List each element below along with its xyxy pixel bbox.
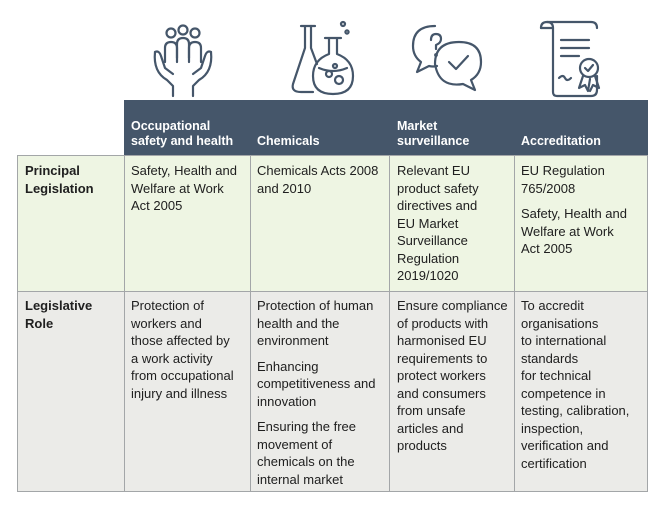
column-header-occupational: Occupational safety and health bbox=[131, 119, 234, 148]
divider bbox=[17, 291, 648, 292]
cell-role-occupational: Protection of workers and those affected by a work activity from occupational injury and illness bbox=[131, 298, 234, 401]
divider bbox=[250, 155, 251, 492]
row-header-principal-legislation: Principal Legislation bbox=[25, 163, 94, 196]
row-header-legislative-role: Legislative Role bbox=[25, 298, 93, 331]
cell-principal-market-surveillance: Relevant EU product safety directives and EU Market Surveillance Regulation 2019/1020 bbox=[397, 163, 479, 283]
column-header-chemicals: Chemicals bbox=[257, 134, 320, 148]
speech-bubbles-icon bbox=[407, 18, 487, 98]
divider bbox=[17, 155, 648, 156]
cell-principal-occupational: Safety, Health and Welfare at Work Act 2005 bbox=[131, 163, 237, 213]
column-header-accreditation: Accreditation bbox=[521, 134, 601, 148]
people-hands-icon bbox=[143, 18, 223, 98]
cell-role-chemicals: Protection of human health and the environment Enhancing competitiveness and innovation Ensuring the free movement of chemicals on the internal market bbox=[257, 298, 376, 487]
divider bbox=[514, 155, 515, 492]
icon-strip bbox=[0, 0, 665, 100]
flask-icon bbox=[285, 18, 365, 98]
column-header-market-surveillance: Market surveillance bbox=[397, 119, 470, 148]
cell-role-accreditation: To accredit organisations to international standards for technical competence in testing, calibration, inspection, verification and certification bbox=[521, 298, 630, 471]
cell-role-market-surveillance: Ensure compliance of products with harmonised EU requirements to protect workers and consumers from unsafe articles and products bbox=[397, 298, 508, 453]
divider bbox=[17, 155, 18, 492]
divider bbox=[647, 155, 648, 492]
divider bbox=[124, 155, 125, 492]
divider bbox=[389, 155, 390, 492]
cell-principal-accreditation: EU Regulation 765/2008 Safety, Health and Welfare at Work Act 2005 bbox=[521, 163, 627, 256]
cell-principal-chemicals: Chemicals Acts 2008 and 2010 bbox=[257, 163, 379, 196]
certificate-icon bbox=[533, 18, 613, 98]
